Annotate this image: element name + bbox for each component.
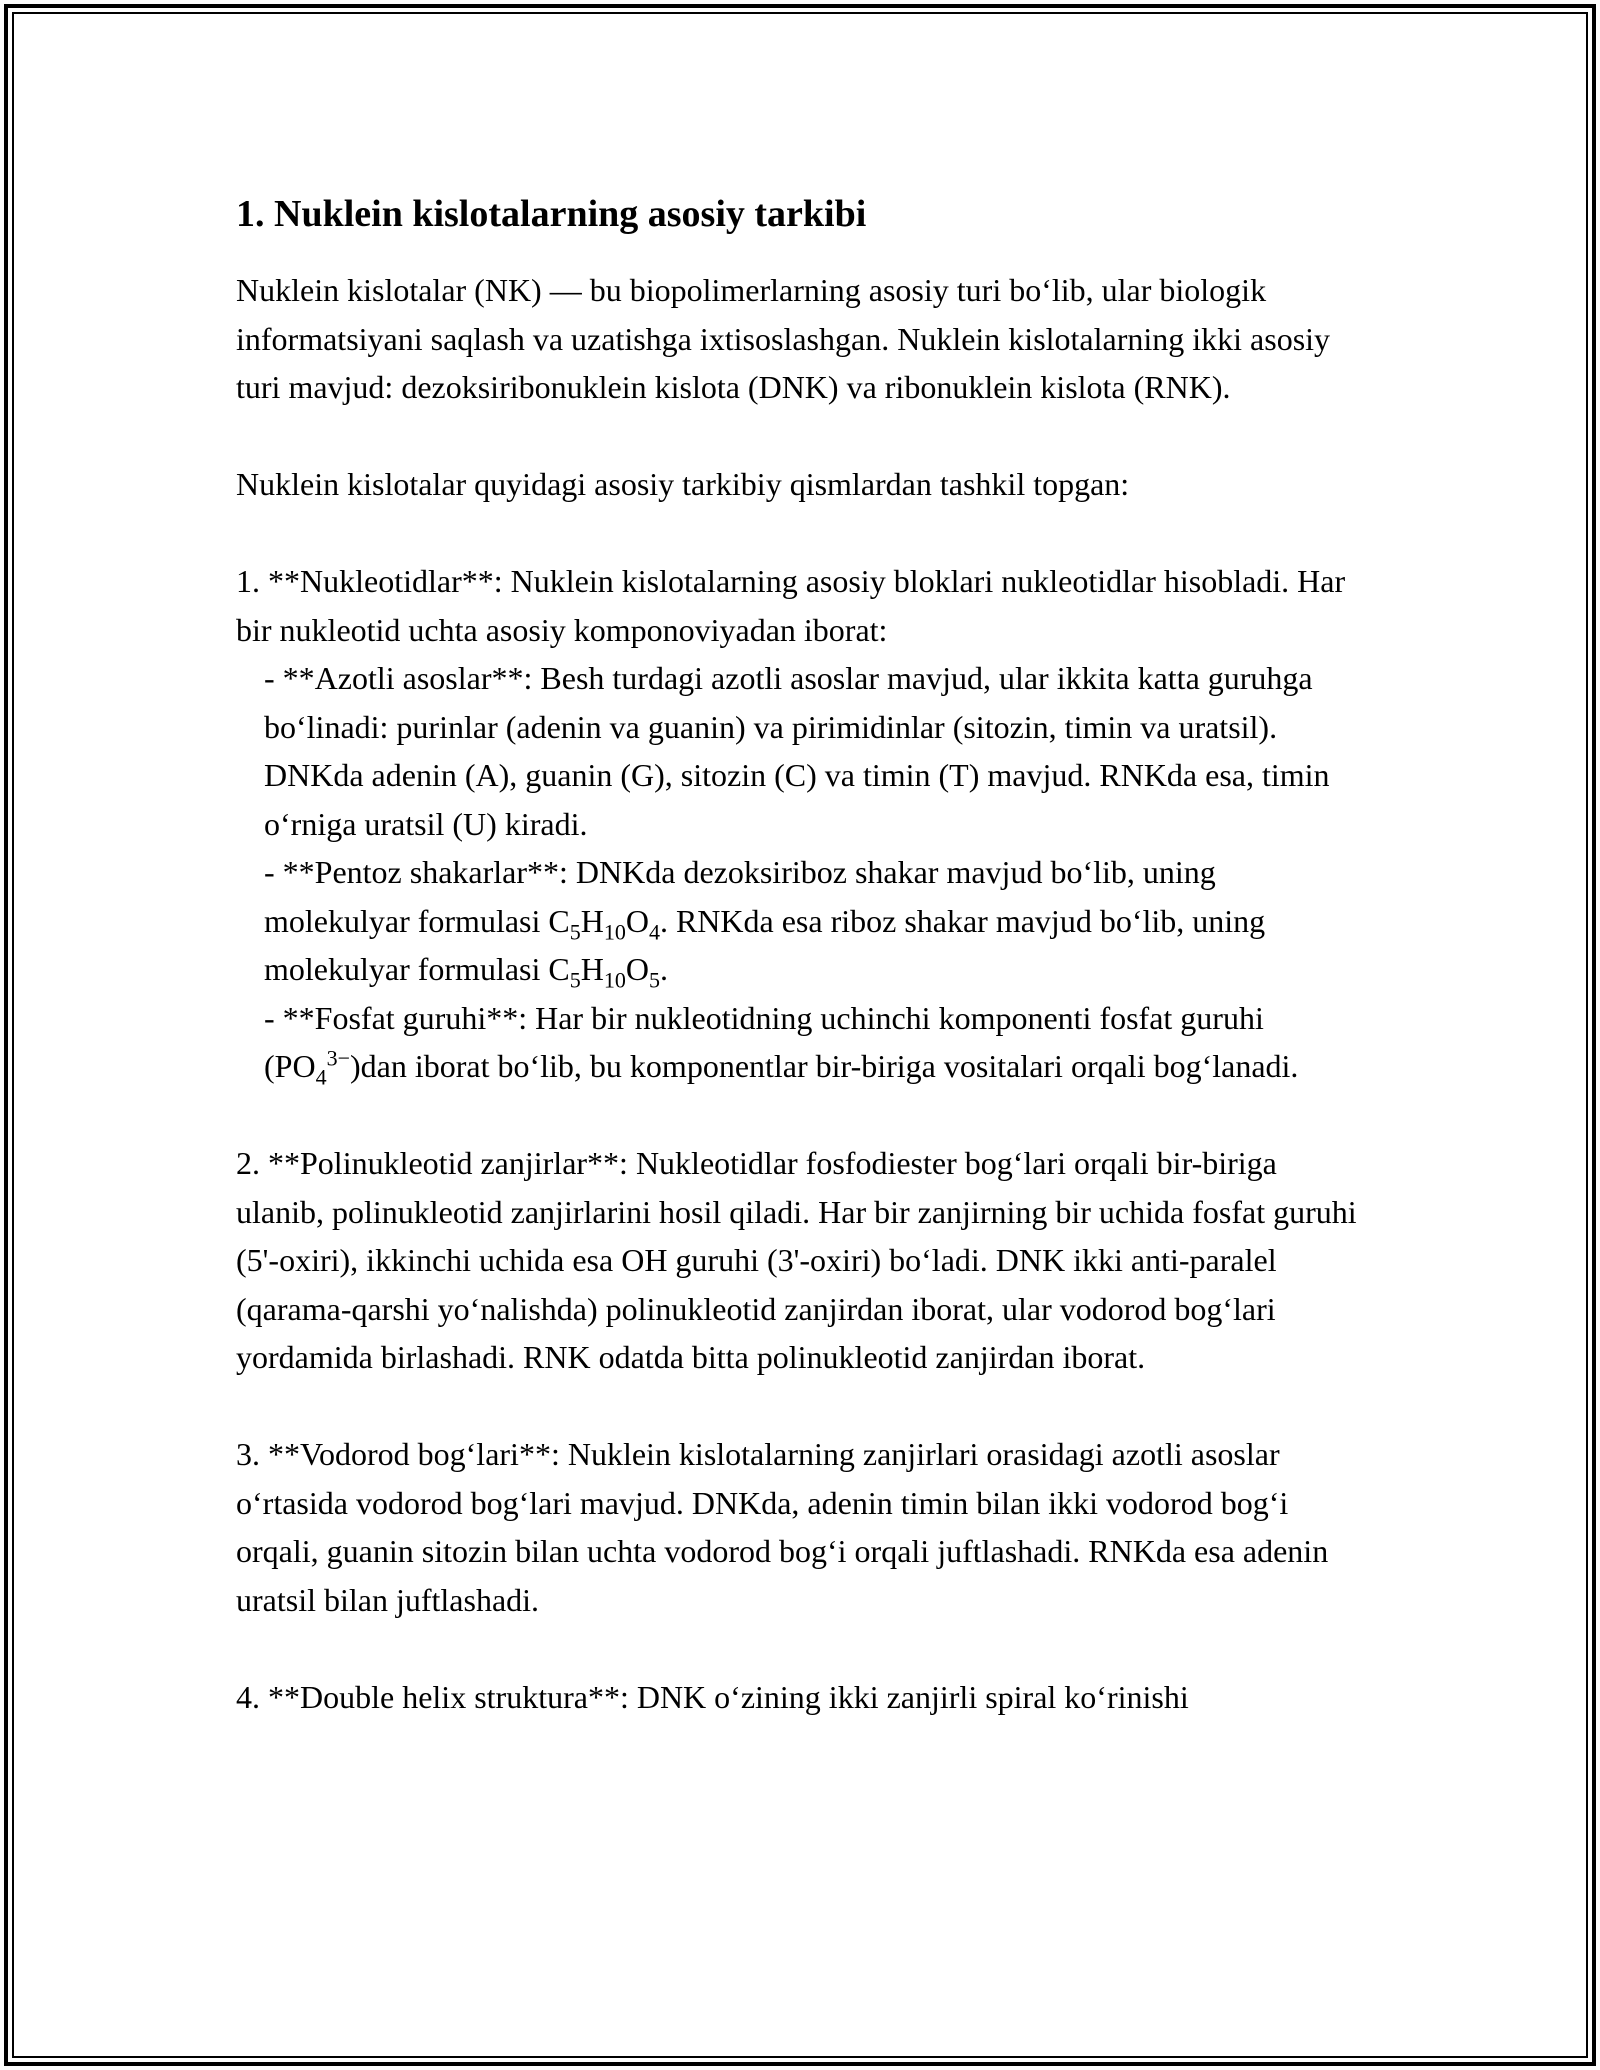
item3-paragraph: 3. **Vodorod bog‘lari**: Nuklein kislotalarning zanjirlari orasidagi azotli asoslar o‘rtasida vodorod bog‘lari mavjud. DNKda, adenin timin bilan ikki vodorod bog‘i orqali, guanin sitozin bilan uchta vodorod bog‘i orqali juftlashadi. RNKda esa adenin uratsil bilan juftlashadi. xyxy=(236,1436,1329,1618)
spacer xyxy=(236,1382,1366,1431)
spacer xyxy=(236,1091,1366,1140)
phosphate-charge: 3− xyxy=(326,1045,350,1071)
lead-paragraph: Nuklein kislotalar quyidagi asosiy tarkibiy qismlardan tashkil topgan: xyxy=(236,466,1130,502)
item1-pentoz xyxy=(236,848,1366,994)
fosfat-text-b: )dan iborat bo‘lib, bu komponentlar bir-biriga vositalari orqali bog‘lanadi. xyxy=(349,1048,1299,1084)
item1-intro: 1. **Nukleotidlar**: Nuklein kislotalarning asosiy bloklari nukleotidlar hisobladi. Har bir nukleotid uchta asosiy komponoviyadan iborat: xyxy=(236,563,1346,648)
intro-paragraph: Nuklein kislotalar (NK) — bu biopolimerlarning asosiy turi bo‘lib, ular biologik informatsiyani saqlash va uzatishga ixtisoslashgan. Nuklein kislotalarning ikki asosiy turi mavjud: dezoksiribonuklein kislota (DNK) va ribonuklein kislota (RNK). xyxy=(236,272,1331,405)
spacer xyxy=(236,1624,1366,1673)
item1-fosfat xyxy=(236,994,1366,1091)
item4-paragraph: 4. **Double helix struktura**: DNK o‘zining ikki zanjirli spiral ko‘rinishi xyxy=(236,1678,1189,1715)
item1-azot: - **Azotli asoslar**: Besh turdagi azotli asoslar mavjud, ular ikkita katta guruhga bo‘linadi: purinlar (adenin va guanin) va pirimidinlar (sitozin, timin va uratsil). DNKda adenin (A), guanin (G), sitozin (C) va timin (T) mavjud. RNKda esa, timin o‘rniga uratsil (U) kiradi. xyxy=(264,660,1330,842)
document-body xyxy=(236,188,1366,1721)
pentoz-text-b: . RNKda esa riboz shakar mavjud bo‘lib, uning molekulyar formulasi xyxy=(264,902,1266,987)
section-heading: 1. Nuklein kislotalarning asosiy tarkibi xyxy=(236,193,867,235)
item2-paragraph: 2. **Polinukleotid zanjirlar**: Nukleotidlar fosfodiester bog‘lari orqali bir-biriga ulanib, polinukleotid zanjirlarini hosil qiladi. Har bir zanjirning bir uchida fosfat guruhi (5'-oxiri), ikkinchi uchida esa OH guruhi (3'-oxiri) bo‘ladi. DNK ikki anti-paralel (qarama-qarshi yo‘nalishda) polinukleotid zanjirdan iborat, ular vodorod bog‘lari yordamida birlashadi. RNK odatda bitta polinukleotid zanjirdan iborat. xyxy=(236,1145,1357,1375)
spacer xyxy=(236,509,1366,558)
pentoz-text-a: - **Pentoz shakarlar**: DNKda dezoksiriboz shakar mavjud bo‘lib, uning molekulyar formulasi xyxy=(264,854,1216,939)
formula-ribose: $C_5H_{10}O_5$ xyxy=(548,951,660,993)
pentoz-text-c: . xyxy=(659,951,668,987)
spacer xyxy=(236,412,1366,461)
formula-deoxyribose: $C_5H_{10}O_4$ xyxy=(548,902,660,944)
fosfat-text-a: - **Fosfat guruhi**: Har bir nukleotidning uchinchi komponenti fosfat guruhi (PO xyxy=(264,999,1264,1084)
phosphate-subscript: 4 xyxy=(315,1064,327,1090)
